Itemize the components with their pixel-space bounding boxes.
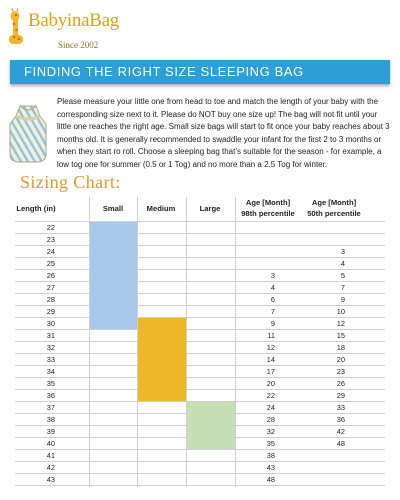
header-large: Large — [199, 204, 221, 213]
length-cell: 43 — [46, 475, 55, 484]
age50-cell: 12 — [336, 319, 345, 328]
banner-title: FINDING THE RIGHT SIZE SLEEPING BAG — [24, 64, 304, 79]
length-cell: 33 — [46, 355, 55, 364]
length-cell: 23 — [46, 235, 55, 244]
length-cell: 36 — [46, 391, 55, 400]
age50-cell: 23 — [336, 367, 345, 376]
length-cell: 40 — [46, 439, 55, 448]
sleeping-bag-icon — [6, 102, 50, 164]
length-cell: 35 — [46, 379, 55, 388]
age98-cell: 48 — [266, 475, 275, 484]
header-medium: Medium — [146, 204, 176, 213]
sizing-table — [15, 197, 385, 487]
age98-cell: 38 — [266, 451, 275, 460]
age50-cell: 3 — [340, 247, 345, 256]
age98-cell: 43 — [266, 463, 275, 472]
grid-hline — [15, 473, 385, 474]
length-cell: 26 — [46, 271, 55, 280]
grid-hline — [15, 485, 385, 486]
length-cell: 22 — [46, 223, 55, 232]
header-length: Length (in) — [16, 204, 56, 213]
grid-vline — [235, 197, 236, 487]
age98-cell: 32 — [266, 427, 275, 436]
title-banner — [10, 60, 390, 84]
brand-name: BabyinaBag — [28, 10, 119, 31]
small-size-bar — [90, 222, 137, 329]
header-small: Small — [102, 204, 124, 213]
length-cell: 27 — [46, 283, 55, 292]
age50-cell: 5 — [340, 271, 345, 280]
brand-logo — [6, 4, 156, 56]
length-cell: 29 — [46, 307, 55, 316]
length-cell: 31 — [46, 331, 55, 340]
length-cell: 41 — [46, 451, 55, 460]
giraffe-icon — [6, 8, 28, 48]
length-cell: 37 — [46, 403, 55, 412]
grid-hline — [15, 449, 385, 450]
length-cell: 30 — [46, 319, 55, 328]
age50-cell: 33 — [336, 403, 345, 412]
age50-cell: 7 — [340, 283, 345, 292]
length-cell: 39 — [46, 427, 55, 436]
age50-cell: 15 — [336, 331, 345, 340]
age50-cell: 48 — [336, 439, 345, 448]
grid-hline — [15, 461, 385, 462]
large-size-bar — [187, 402, 235, 449]
age50-cell: 9 — [340, 295, 345, 304]
header-age98-line2: 98th percentile — [241, 209, 295, 218]
age98-cell: 22 — [266, 391, 275, 400]
brand-tagline: Since 2002 — [58, 40, 99, 50]
age50-cell: 36 — [336, 415, 345, 424]
grid-hline — [15, 233, 385, 234]
length-cell: 25 — [46, 259, 55, 268]
age98-cell: 17 — [266, 367, 275, 376]
header-age98-line1: Age [Month] — [245, 198, 291, 207]
age50-cell: 10 — [336, 307, 345, 316]
length-cell: 24 — [46, 247, 55, 256]
length-cell: 32 — [46, 343, 55, 352]
age50-cell: 26 — [336, 379, 345, 388]
intro-paragraph: Please measure your little one from head to toe and match the length of your baby with the corresponding size next to it. Please do NOT buy one size up! The bag will not fit until your little one reaches the right age. Small size bags will start to fit once your baby reaches about 3 months old. It is generally recommended to swaddle your infant for the first 2 to 3 months or when they start ro roll. Choose a sleeping bag that’s suitable for the season - for example, a low tog one for summer (0.5 or 1 Tog) and no more than a 2.5 Tog for winter. — [57, 97, 390, 169]
medium-size-bar — [138, 318, 186, 401]
age98-cell: 28 — [266, 415, 275, 424]
age98-cell: 7 — [270, 307, 275, 316]
age50-cell: 4 — [340, 259, 345, 268]
length-cell: 34 — [46, 367, 55, 376]
length-cell: 28 — [46, 295, 55, 304]
age98-cell: 3 — [270, 271, 275, 280]
age98-cell: 12 — [266, 343, 275, 352]
length-cell: 42 — [46, 463, 55, 472]
header-age50-line1: Age [Month] — [311, 198, 357, 207]
age98-cell: 20 — [266, 379, 275, 388]
age98-cell: 24 — [266, 403, 275, 412]
age98-cell: 14 — [266, 355, 275, 364]
grid-hline — [15, 221, 385, 222]
age98-cell: 35 — [266, 439, 275, 448]
age98-cell: 9 — [270, 319, 275, 328]
age50-cell: 18 — [336, 343, 345, 352]
age98-cell: 4 — [270, 283, 275, 292]
age50-cell: 42 — [336, 427, 345, 436]
age50-cell: 20 — [336, 355, 345, 364]
age50-cell: 29 — [336, 391, 345, 400]
length-cell: 38 — [46, 415, 55, 424]
header-age50-line2: 50th percentile — [307, 209, 361, 218]
age98-cell: 11 — [267, 331, 275, 340]
age98-cell: 6 — [270, 295, 275, 304]
sizing-chart-title: Sizing Chart: — [20, 172, 121, 192]
